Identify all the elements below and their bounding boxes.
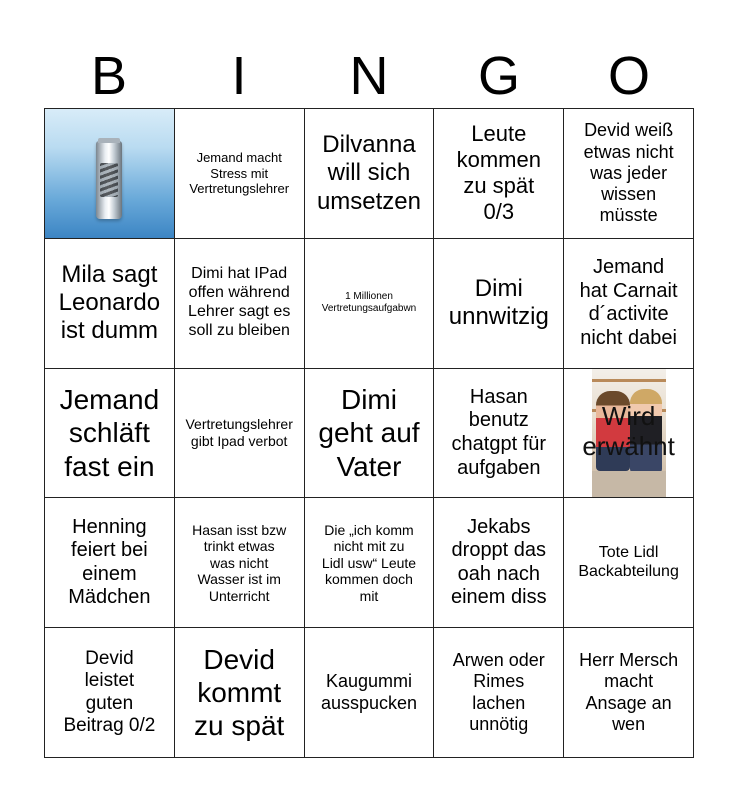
cell-text: Leute kommen zu spät 0/3 <box>456 121 541 225</box>
cell-text: Jekabs droppt das oah nach einem diss <box>450 515 547 609</box>
bingo-cell[interactable] <box>564 239 694 369</box>
cell-text: Wird erwähnt <box>582 400 675 462</box>
bingo-cell[interactable] <box>45 369 175 499</box>
bingo-cell[interactable] <box>564 109 694 239</box>
bench <box>592 471 666 497</box>
cell-text: Henning feiert bei einem Mädchen <box>68 515 151 609</box>
bingo-cell[interactable] <box>175 498 305 628</box>
cell-text: Hasan isst bzw trinkt etwas was nicht Wasser ist im Unterricht <box>192 521 287 604</box>
bingo-header <box>44 44 694 108</box>
bingo-cell[interactable] <box>45 628 175 758</box>
cell-text: 1 Millionen Vertretungsaufgabwn <box>321 291 417 315</box>
energy-drink-can-image <box>96 141 122 219</box>
cell-text: Vertretungslehrer gibt Ipad verbot <box>185 416 293 449</box>
cell-text: Mila sagt Leonardo ist dumm <box>58 260 161 345</box>
cell-text: Jemand hat Carnait d´activite nicht dabei <box>579 256 678 349</box>
cell-text: Hasan benutz chatgpt für aufgaben <box>451 385 547 479</box>
cell-text: Arwen oder Rimes lachen unnötig <box>452 650 545 734</box>
bingo-cell[interactable] <box>305 498 435 628</box>
bingo-cell[interactable] <box>564 628 694 758</box>
bingo-cell-image-photo[interactable] <box>564 369 694 499</box>
cell-text: Devid kommt zu spät <box>194 644 285 742</box>
cell-text: Devid weiß etwas nicht was jeder wissen müsste <box>583 120 674 226</box>
cell-text: Dimi unnwitzig <box>448 274 549 331</box>
bingo-cell[interactable] <box>305 369 435 499</box>
bingo-cell[interactable] <box>434 628 564 758</box>
cell-text: Dilvanna will sich umsetzen <box>316 130 422 215</box>
cell-text: Jemand macht Stress mit Vertretungslehrer <box>189 150 290 197</box>
cell-text: Tote Lidl Backabteilung <box>578 543 679 580</box>
bingo-cell[interactable] <box>564 498 694 628</box>
bingo-cell[interactable] <box>434 369 564 499</box>
cell-text: Dimi geht auf Vater <box>318 384 420 482</box>
bingo-cell[interactable] <box>175 628 305 758</box>
cell-text: Devid leistet guten Beitrag 0/2 <box>63 647 156 736</box>
bingo-cell[interactable] <box>175 369 305 499</box>
cell-text: Die „ich komm nicht mit zu Lidl usw“ Leute kommen doch mit <box>321 521 417 604</box>
bingo-cell[interactable] <box>45 498 175 628</box>
bingo-cell[interactable] <box>45 239 175 369</box>
bingo-cell[interactable] <box>434 109 564 239</box>
bingo-cell[interactable] <box>305 628 435 758</box>
cell-text: Herr Mersch macht Ansage an wen <box>579 650 679 734</box>
cell-text: Dimi hat IPad offen während Lehrer sagt es soll zu bleiben <box>188 265 291 340</box>
bingo-cell[interactable] <box>305 239 435 369</box>
cell-text: Kaugummi ausspucken <box>320 671 418 713</box>
bingo-cell[interactable] <box>434 239 564 369</box>
bingo-cell[interactable] <box>434 498 564 628</box>
bingo-grid <box>44 108 694 758</box>
header-letter-i: I <box>231 46 247 106</box>
bingo-cell[interactable] <box>305 109 435 239</box>
cell-text: Jemand schläft fast ein <box>59 384 160 482</box>
header-letter-b: B <box>90 46 128 106</box>
bingo-cell[interactable] <box>175 239 305 369</box>
header-letter-n: N <box>349 46 389 106</box>
header-letter-g: G <box>477 46 520 106</box>
bingo-cell-image-can[interactable] <box>45 109 175 239</box>
shelf <box>592 379 666 382</box>
header-letter-o: O <box>607 46 650 106</box>
bingo-cell[interactable] <box>175 109 305 239</box>
